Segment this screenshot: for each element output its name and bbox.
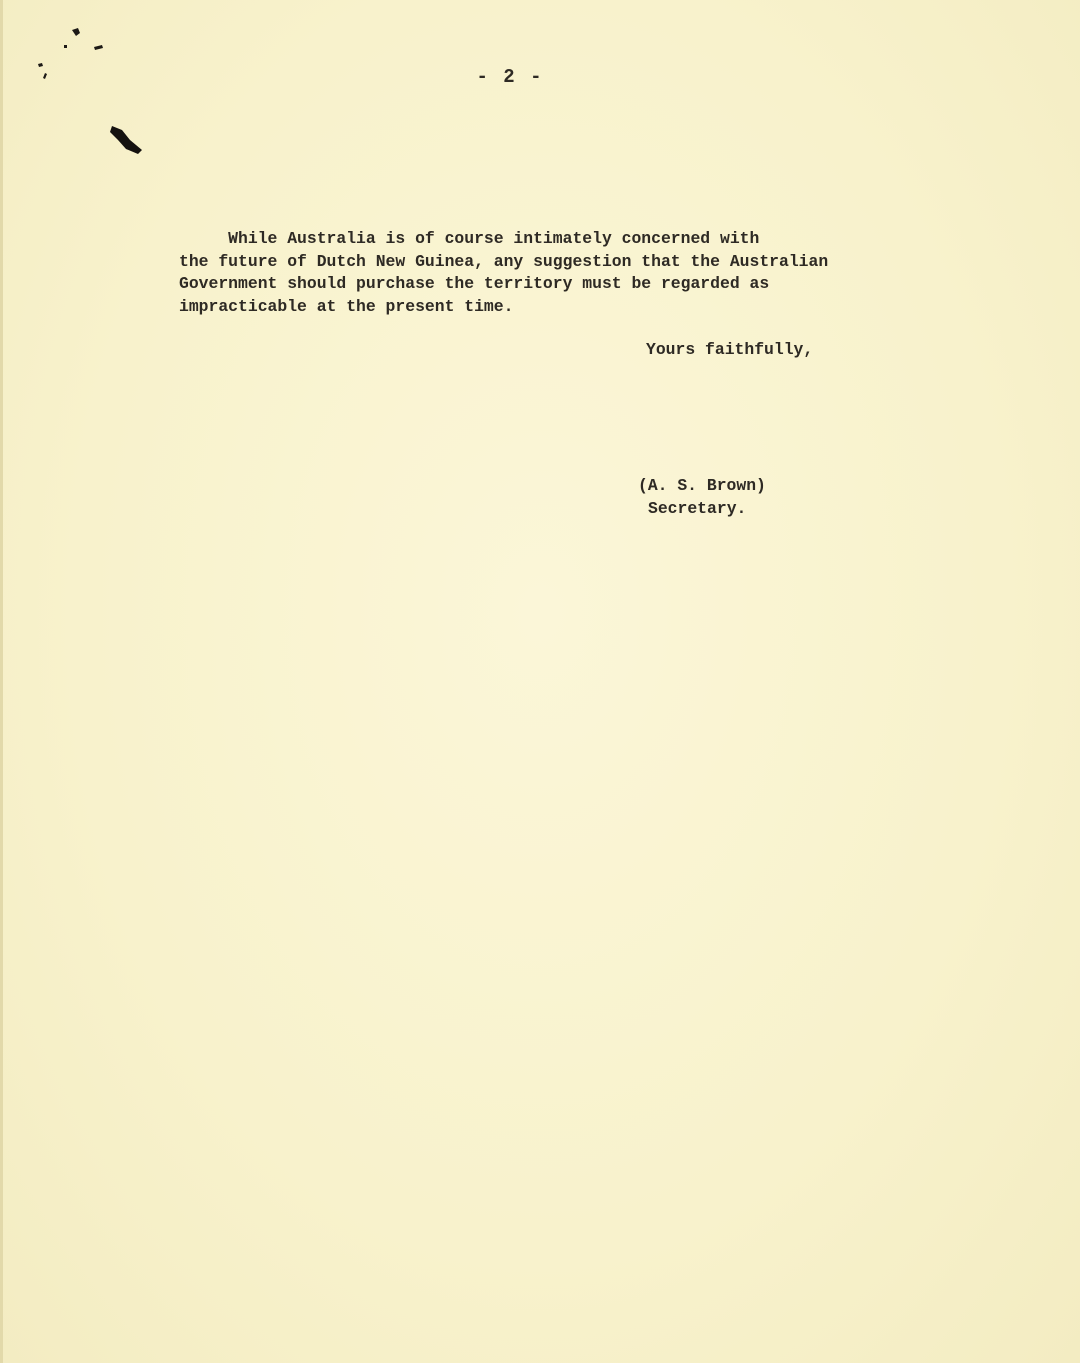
body-line: While Australia is of course intimately concerned with xyxy=(179,229,760,248)
ink-mark-dot2 xyxy=(38,63,43,67)
body-paragraph xyxy=(179,228,939,318)
signatory-title: Secretary. xyxy=(648,499,747,518)
ink-marks xyxy=(30,20,160,160)
ink-mark-tick xyxy=(43,73,47,79)
body-line: Government should purchase the territory must be regarded as xyxy=(179,274,770,293)
ink-mark-dash xyxy=(94,45,103,50)
signatory-name: (A. S. Brown) xyxy=(638,476,766,495)
body-line: impracticable at the present time. xyxy=(179,296,514,316)
ink-mark-blot xyxy=(110,126,142,154)
ink-mark-top xyxy=(72,28,80,36)
ink-mark-dot xyxy=(64,45,67,48)
body-line: the future of Dutch New Guinea, any suggestion that the Australian xyxy=(179,251,829,271)
page-edge xyxy=(0,0,3,1363)
closing-salutation: Yours faithfully, xyxy=(646,340,814,359)
page-number: - 2 - xyxy=(476,66,544,88)
